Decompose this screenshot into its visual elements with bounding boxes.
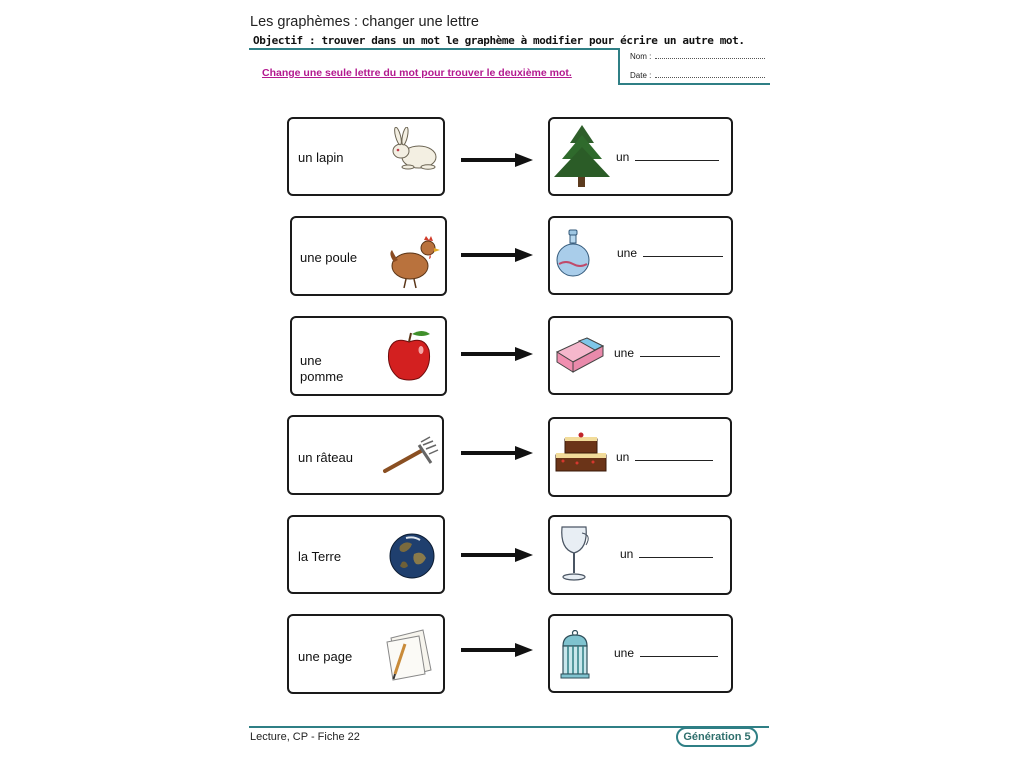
answer-article: un <box>616 150 630 164</box>
instruction-text: Change une seule lettre du mot pour trouver le deuxième mot. <box>262 67 572 79</box>
word-label-line2: pomme <box>300 369 344 384</box>
answer-blank[interactable] <box>635 450 713 461</box>
date-label: Date : <box>630 71 652 80</box>
answer-blank[interactable] <box>639 547 713 558</box>
arrow-icon <box>461 153 533 167</box>
arrow-icon <box>461 347 533 361</box>
answer-card <box>548 216 733 295</box>
footer-badge: Génération 5 <box>676 727 758 747</box>
answer-article: une <box>617 246 638 260</box>
answer-field <box>614 646 718 660</box>
answer-card <box>548 417 732 497</box>
fir-tree-icon <box>552 123 612 189</box>
footer-reference: Lecture, CP - Fiche 22 <box>250 731 360 743</box>
name-label: Nom : <box>630 52 652 61</box>
cake-icon <box>553 431 609 475</box>
word-card <box>290 216 447 296</box>
word-card <box>287 117 445 196</box>
name-dots <box>655 52 765 59</box>
hen-icon <box>386 232 440 290</box>
date-dots <box>655 71 765 78</box>
arrow-icon <box>461 446 533 460</box>
word-label: un lapin <box>298 150 344 165</box>
answer-card <box>548 614 733 693</box>
eraser-icon <box>555 330 605 374</box>
answer-field <box>617 246 723 260</box>
word-card <box>287 415 444 495</box>
paper-icon <box>381 626 437 682</box>
arrow-icon <box>461 548 533 562</box>
answer-article: un <box>620 547 634 561</box>
answer-card <box>548 316 733 395</box>
word-card <box>290 316 447 396</box>
answer-blank[interactable] <box>635 150 719 161</box>
word-label: une poule <box>300 250 358 265</box>
page-title: Les graphèmes : changer une lettre <box>250 14 479 30</box>
word-card <box>287 515 445 594</box>
answer-card <box>548 515 732 595</box>
answer-field <box>616 150 719 164</box>
header-divider-bottom <box>618 83 770 85</box>
answer-blank[interactable] <box>640 346 720 357</box>
answer-article: une <box>614 646 635 660</box>
cage-icon <box>560 630 590 680</box>
answer-field <box>620 547 713 561</box>
word-card <box>287 614 445 694</box>
answer-blank[interactable] <box>643 246 723 257</box>
word-label: une page <box>298 649 353 664</box>
answer-article: une <box>614 346 635 360</box>
answer-field <box>616 450 713 464</box>
glass-icon <box>558 523 594 585</box>
bottle-icon <box>554 228 592 282</box>
answer-blank[interactable] <box>640 646 718 657</box>
objective-text: Objectif : trouver dans un mot le graphème à modifier pour écrire un autre mot. <box>253 34 745 47</box>
rake-icon <box>381 433 439 475</box>
answer-field <box>614 346 720 360</box>
header-divider-vertical <box>618 48 620 85</box>
word-label-line1: une <box>300 353 322 368</box>
word-label <box>300 353 343 385</box>
word-label: la Terre <box>298 549 342 564</box>
rabbit-icon <box>386 127 442 173</box>
arrow-icon <box>461 643 533 657</box>
name-field <box>630 52 765 61</box>
answer-card <box>548 117 733 196</box>
word-label: un râteau <box>298 450 353 465</box>
earth-icon <box>388 532 436 580</box>
answer-article: un <box>616 450 630 464</box>
apple-icon <box>384 328 434 382</box>
arrow-icon <box>461 248 533 262</box>
header-divider <box>249 48 618 50</box>
date-field <box>630 71 765 80</box>
